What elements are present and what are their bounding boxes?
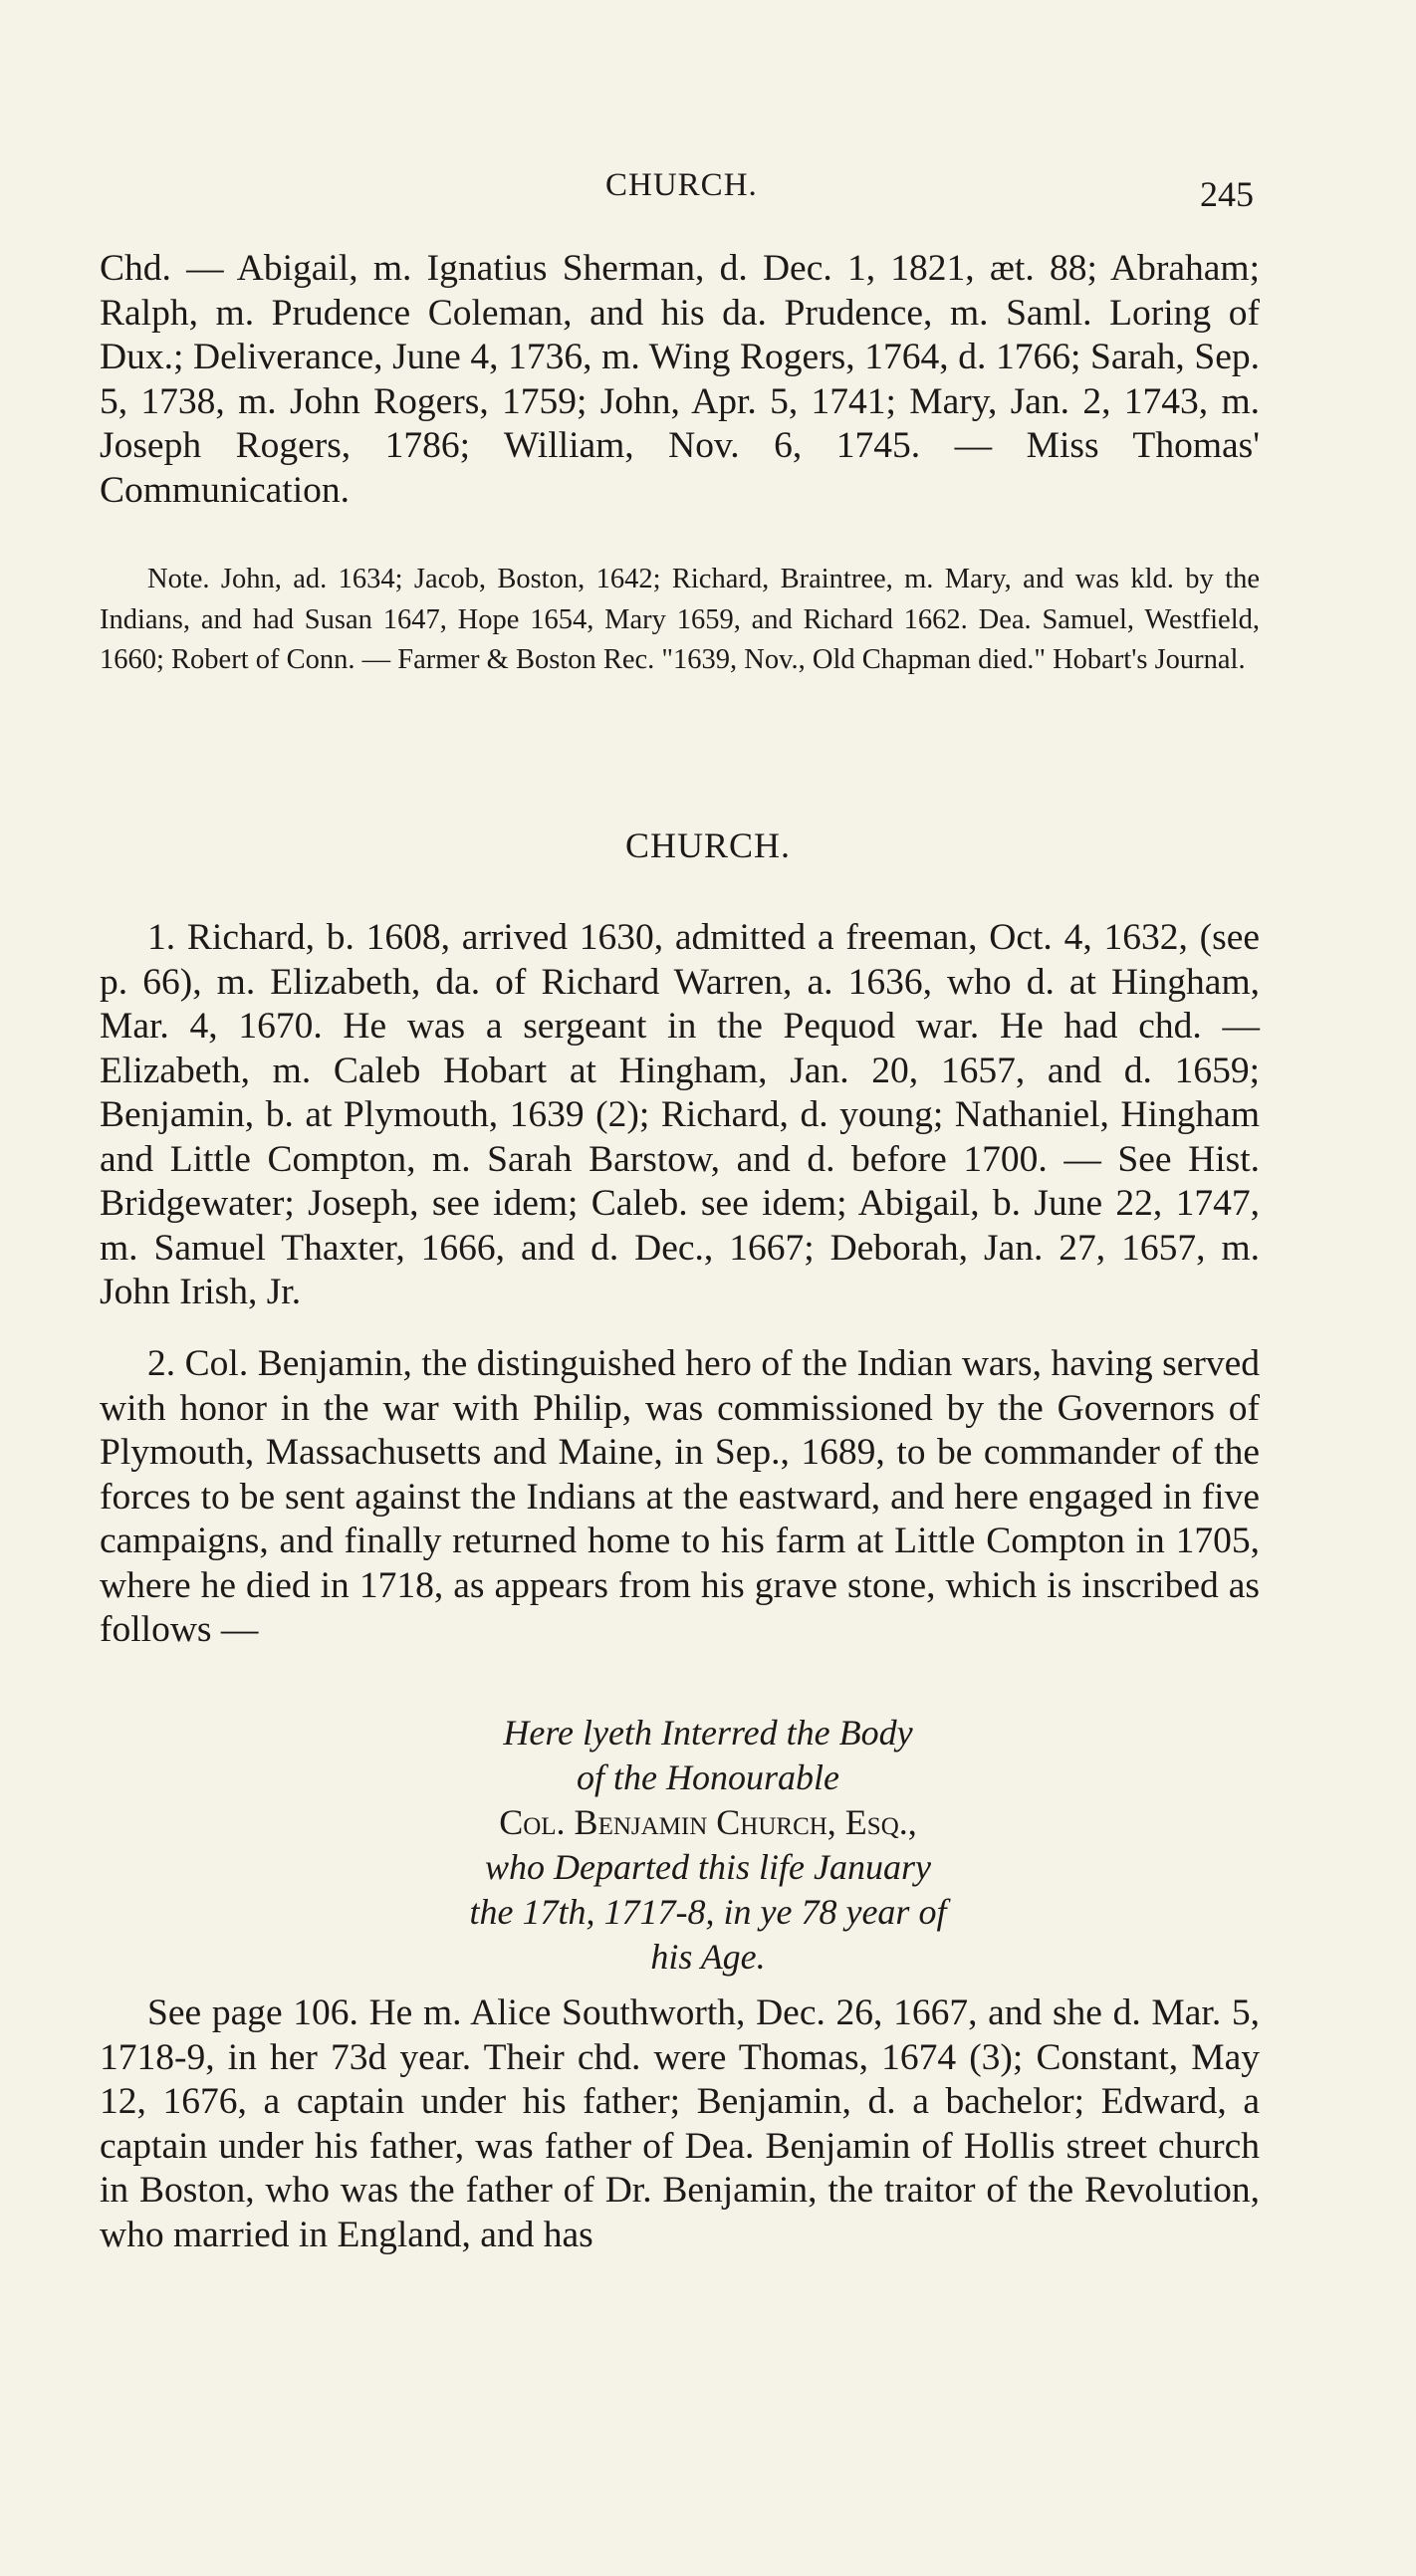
- epitaph-line: of the Honourable: [577, 1757, 839, 1797]
- paragraph-chd-intro: Chd. — Abigail, m. Ignatius Sherman, d. Dec. 1, 1821, æt. 88; Abraham; Ralph, m. Prudence Coleman, and his da. Prudence, m. Saml. Loring of Dux.; Deliverance, June 4, 1736, m. Wing Rogers, 1764, d. 1766; Sarah, Sep. 5, 1738, m. John Rogers, 1759; John, Apr. 5, 1741; Mary, Jan. 2, 1743, m. Joseph Rogers, 1786; William, Nov. 6, 1745. — Miss Thomas' Communication.: [100, 248, 1260, 511]
- note-paragraph: [100, 560, 1260, 681]
- benjamin-paragraph: [100, 1342, 1260, 1653]
- paragraph-note: Note. John, ad. 1634; Jacob, Boston, 1642; Richard, Braintree, m. Mary, and was kld. by the Indians, and had Susan 1647, Hope 1654, Mary 1659, and Richard 1662. Dea. Samuel, Westfield, 1660; Robert of Conn. — Farmer & Boston Rec. "1639, Nov., Old Chapman died." Hobart's Journal.: [100, 564, 1260, 675]
- page-number: 245: [1200, 174, 1254, 214]
- section-heading: CHURCH.: [624, 825, 792, 865]
- epitaph-line: the 17th, 1717-8, in ye 78 year of: [469, 1892, 947, 1932]
- paragraph-benjamin: 2. Col. Benjamin, the distinguished hero of the Indian wars, having served with honor in the war with Philip, was commissioned by the Governors of Plymouth, Massachusetts and Maine, in Sep., 1689, to be commander of the forces to be sent against the Indians at the eastward, and here engaged in five campaigns, and finally returned home to his farm at Little Compton in 1705, where he died in 1718, as appears from his grave stone, which is inscribed as follows —: [100, 1343, 1260, 1650]
- richard-paragraph: [100, 916, 1260, 1315]
- running-head: [0, 167, 1416, 217]
- paragraph-richard: 1. Richard, b. 1608, arrived 1630, admitted a freeman, Oct. 4, 1632, (see p. 66), m. Elizabeth, da. of Richard Warren, a. 1636, who d. at Hingham, Mar. 4, 1670. He was a sergeant in the Pequod war. He had chd. — Elizabeth, m. Caleb Hobart at Hingham, Jan. 20, 1657, and d. 1659; Benjamin, b. at Plymouth, 1639 (2); Richard, d. young; Nathaniel, Hingham and Little Compton, m. Sarah Barstow, and d. before 1700. — See Hist. Bridgewater; Joseph, see idem; Caleb. see idem; Abigail, b. June 22, 1747, m. Samuel Thaxter, 1666, and d. Dec., 1667; Deborah, Jan. 27, 1657, m. John Irish, Jr.: [100, 917, 1260, 1312]
- epitaph-line: who Departed this life January: [485, 1847, 931, 1887]
- see-page-paragraph: [100, 1991, 1260, 2257]
- epitaph-line: Here lyeth Interred the Body: [503, 1713, 913, 1753]
- running-title: CHURCH.: [605, 167, 758, 203]
- chd-paragraph: [100, 247, 1260, 513]
- epitaph-line: his Age.: [650, 1937, 766, 1977]
- paragraph-see-page: See page 106. He m. Alice Southworth, Dec. 26, 1667, and she d. Mar. 5, 1718-9, in her 73d year. Their chd. were Thomas, 1674 (3); Constant, May 12, 1676, a captain under his father; Benjamin, d. a bachelor; Edward, a captain under his father, was father of Dea. Benjamin of Hollis street church in Boston, who was the father of Dr. Benjamin, the traitor of the Revolution, who married in England, and has: [100, 1992, 1260, 2255]
- epitaph: [0, 1711, 1416, 1980]
- epitaph-line: Col. Benjamin Church, Esq.,: [499, 1802, 917, 1842]
